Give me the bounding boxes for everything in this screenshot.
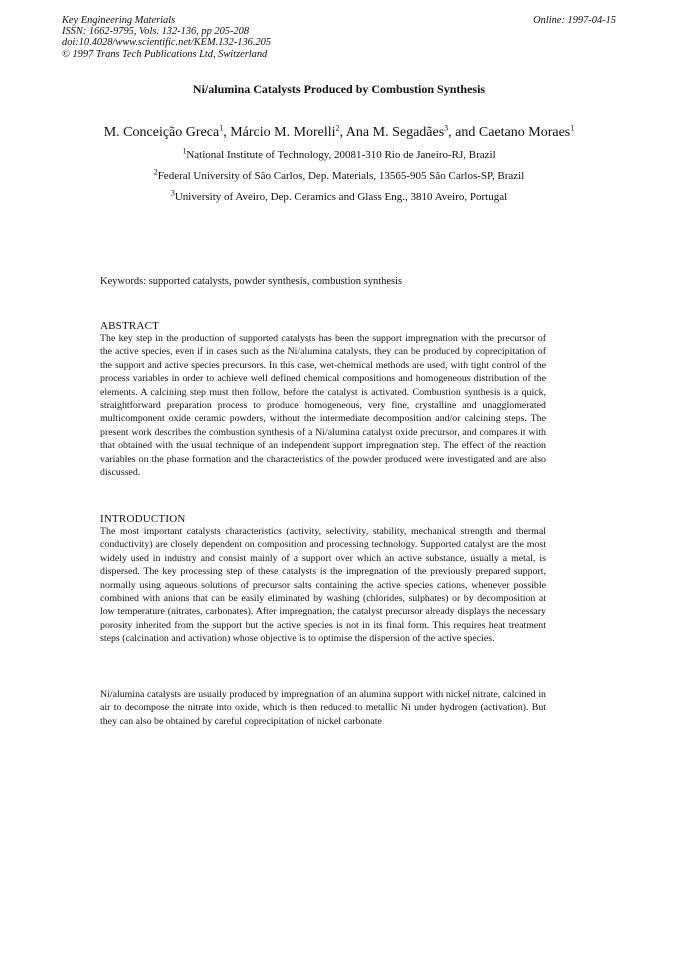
author-affiliation-mark: 3 [444,123,449,133]
author-separator: , and [448,125,479,140]
affiliation [0,188,678,203]
affiliation-text: University of Aveiro, Dep. Ceramics and Glass Eng., 3810 Aveiro, Portugal [174,191,508,203]
author-name: Márcio M. Morelli [230,125,336,140]
introduction-paragraph: Ni/alumina catalysts are usually produced by impregnation of an alumina support with nickel nitrate, calcined in air to decompose the nitrate into oxide, which is then reduced to metallic Ni under hydrogen (activation). But they can also be obtained by careful coprecipitation of nickel carbonate [100,689,546,727]
author-affiliation-mark: 1 [219,123,224,133]
affiliation-mark: 3 [170,188,175,198]
author-name: M. Conceição Greca [103,125,220,140]
paper-title: Ni/alumina Catalysts Produced by Combustion Synthesis [192,82,486,96]
author-name: Ana M. Segadães [345,125,445,140]
affiliation-text: Federal University of São Carlos, Dep. Materials, 13565-905 São Carlos-SP, Brazil [157,170,525,182]
author-name: Caetano Moraes [478,125,571,140]
journal-name: Key Engineering Materials [62,15,176,26]
introduction-paragraph: The most important catalysts characteristics (activity, selectivity, stability, mechanical strength and thermal conductivity) are closely dependent on composition and processing technology. Supported catalyst are the most widely used in industry and consist mainly of a support over which an active substance, usually a metal, is dispersed. The key processing step of these catalysts is the impregnation of the previously prepared support, normally using aqueous solutions of precursor salts containing the active species cations, whenever possible combined with anions that can be easily eliminated by washing (chlorides, sulphates) or by decomposition at low temperature (nitrates, carbonates). After impregnation, the catalyst precursor already displays the necessary porosity inherited from the support but the active species is not in its final form. This requires heat treatment steps (calcination and activation) whose objective is to optimise the dispersion of the active species. [100,526,546,645]
affiliation-mark: 1 [182,146,187,156]
author-affiliation-mark: 2 [335,123,340,133]
copyright-line: © 1997 Trans Tech Publications Ltd, Switzerland [62,48,268,60]
author-separator: , [339,125,346,140]
journal-header [62,15,271,60]
abstract-heading: ABSTRACT [100,320,160,332]
keywords-line: Keywords: supported catalysts, powder synthesis, combustion synthesis [100,276,403,287]
issn-line: ISSN: 1662-9795, Vols. 132-136, pp 205-208 [62,26,250,38]
author-affiliation-mark: 1 [570,123,575,133]
abstract-paragraph: The key step in the production of supported catalysts has been the support impregnation with the precursor of the active species, even if in cases such as the Ni/alumina catalysts, they can be produced by coprecipitation of the support and active species precursors. In this case, wet-chemical methods are used, with tight control of the process variables in order to achieve well defined chemical compositions and homogeneous distribution of the elements. A calcining step must then follow, before the catalyst is activated. Combustion synthesis is a quick, straightforward preparation process to produce homogeneous, very fine, crystalline and unagglomerated multicomponent oxide ceramic powders, without the intermediate decomposition and/or calcining steps. The present work describes the combustion synthesis of a Ni/alumina catalyst oxide precursor, and compares it with that obtained with the usual technique of an independent support impregnation step. The effect of the reaction variables on the phase formation and the characteristics of the powder produced were investigated and are also discussed. [100,333,546,479]
online-date: Online: 1997-04-15 [533,15,616,26]
author-list [0,125,678,141]
author-separator: , [223,125,231,140]
affiliation [0,167,678,182]
affiliation-mark: 2 [153,167,158,177]
affiliation-text: National Institute of Technology, 20081-310 Rio de Janeiro-RJ, Brazil [186,149,496,161]
affiliation [0,146,678,161]
doi-line: doi:10.4028/www.scientific.net/KEM.132-136.205 [62,37,272,49]
introduction-heading: INTRODUCTION [100,513,186,525]
